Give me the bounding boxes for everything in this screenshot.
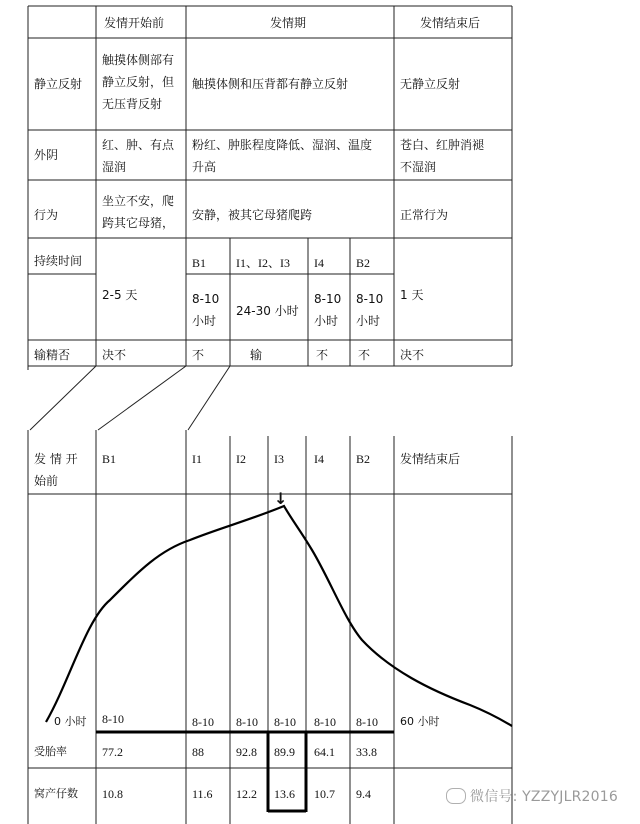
duration-b2: 8-10 小时 xyxy=(356,292,384,328)
insem-i1-i3: 输 xyxy=(250,348,263,362)
curve-phase-b2: B2 xyxy=(356,452,371,466)
insem-b2: 不 xyxy=(358,348,371,362)
insem-i4: 不 xyxy=(316,348,329,362)
header-before: 发情开始前 xyxy=(104,16,165,30)
litter-b2: 9.4 xyxy=(356,787,371,801)
insem-after: 决不 xyxy=(400,348,425,362)
time-label-b2: 8-10 xyxy=(356,715,378,729)
time-label-start: 0 小时 xyxy=(54,715,87,728)
litter-i3: 13.6 xyxy=(274,787,295,801)
time-label-i3: 8-10 xyxy=(274,715,296,729)
time-label-b1: 8-10 xyxy=(102,712,124,726)
curve-end-label: 发情结束后 xyxy=(400,452,461,466)
peak-arrow-icon: ↓ xyxy=(274,489,288,508)
row-label-litter: 窝产仔数 xyxy=(34,787,78,800)
curve-phase-i4: I4 xyxy=(314,452,324,466)
curve-phase-i2: I2 xyxy=(236,452,246,466)
conception-b2: 33.8 xyxy=(356,745,377,759)
duration-b1: 8-10 小时 xyxy=(192,292,220,328)
conception-i3: 89.9 xyxy=(274,745,295,759)
time-label-i4: 8-10 xyxy=(314,715,336,729)
reflex-during: 触摸体侧和压背都有静立反射 xyxy=(192,77,349,91)
time-label-i2: 8-10 xyxy=(236,715,258,729)
watermark-text: 微信号: YZZYJLR2016 xyxy=(470,789,618,805)
conception-i2: 92.8 xyxy=(236,745,257,759)
reflex-before: 触摸体侧部有 静立反射，但 无压背反射 xyxy=(102,53,175,111)
curve-start-label: 发 情 开 始前 xyxy=(34,452,78,488)
row-label-conception: 受胎率 xyxy=(34,745,67,758)
insem-b1: 不 xyxy=(192,348,205,362)
header-after: 发情结束后 xyxy=(420,16,481,30)
litter-i2: 12.2 xyxy=(236,787,257,801)
behavior-before: 坐立不安，爬 跨其它母猪， xyxy=(102,194,175,230)
row-label-vulva: 外阴 xyxy=(34,148,59,162)
vulva-after: 苍白、红肿消褪 不湿润 xyxy=(400,138,485,174)
time-label-i1: 8-10 xyxy=(192,715,214,729)
conception-b1: 77.2 xyxy=(102,745,123,759)
estrus-curve xyxy=(46,506,512,726)
time-label-end: 60 小时 xyxy=(400,715,440,728)
duration-before: 2-5 天 xyxy=(102,288,138,302)
row-label-reflex: 静立反射 xyxy=(34,77,83,91)
header-during: 发情期 xyxy=(270,16,307,30)
curve-phase-b1: B1 xyxy=(102,452,117,466)
insem-before: 决不 xyxy=(102,348,127,362)
row-label-behavior: 行为 xyxy=(34,208,59,222)
litter-b1: 10.8 xyxy=(102,787,123,801)
litter-i1: 11.6 xyxy=(192,787,213,801)
curve-phase-i1: I1 xyxy=(192,452,202,466)
vulva-during: 粉红、肿胀程度降低、湿润、温度 升高 xyxy=(192,138,373,174)
curve-phase-i3: I3 xyxy=(274,452,284,466)
phase-i1-i3: I1、I2、I3 xyxy=(236,256,290,270)
behavior-after: 正常行为 xyxy=(400,208,449,222)
behavior-during: 安静，被其它母猪爬跨 xyxy=(192,208,313,222)
duration-after: 1 天 xyxy=(400,288,424,302)
phase-b2: B2 xyxy=(356,256,371,270)
vulva-before: 红、肿、有点 湿润 xyxy=(102,138,175,174)
reflex-after: 无静立反射 xyxy=(400,77,461,91)
duration-i1-i3: 24-30 小时 xyxy=(236,304,299,318)
row-label-duration: 持续时间 xyxy=(34,254,83,268)
phase-i4: I4 xyxy=(314,256,324,270)
wechat-icon xyxy=(446,788,466,804)
phase-b1: B1 xyxy=(192,256,207,270)
row-label-insemination: 输精否 xyxy=(34,348,71,362)
conception-i4: 64.1 xyxy=(314,745,335,759)
conception-i1: 88 xyxy=(192,745,204,759)
litter-i4: 10.7 xyxy=(314,787,335,801)
duration-i4: 8-10 小时 xyxy=(314,292,342,328)
